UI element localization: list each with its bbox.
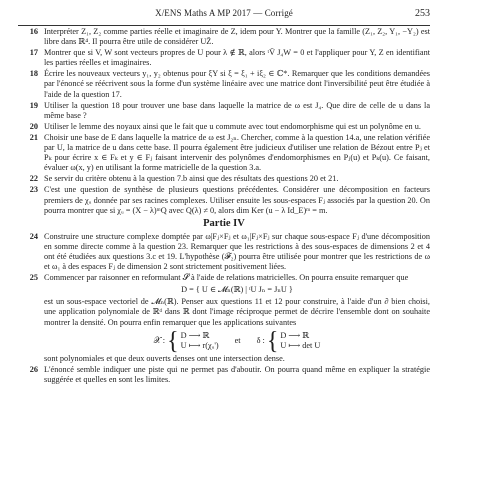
item-number: 25 [29,273,38,283]
item-text: Utiliser le lemme des noyaux ainsi que le fait que u commute avec tout endomorphisme qui est un polynôme en u. [44,121,421,131]
hint-item [18,133,430,173]
running-title: X/ENS Maths A MP 2017 — Corrigé [155,8,293,18]
hint-item [18,174,430,184]
map-delta-name: δ : [256,335,265,345]
map-delta-domain: D ⟶ ℝ [280,330,310,340]
left-brace-icon: { [167,326,179,355]
maps-definition [44,326,430,355]
header-rule [18,25,430,26]
page-number: 253 [415,8,430,19]
item-number: 24 [29,231,38,241]
item-number: 18 [29,69,38,79]
item-number: 17 [29,48,38,58]
hint-item [18,122,430,132]
item-text: Utiliser la question 18 pour trouver une base dans laquelle la matrice de ω est J₄. Que dire de celle de u dans la même base ? [44,100,430,120]
map-chi-rule: U ⟼ r(χᵤ') [180,340,219,350]
map-chi-domain: D ⟶ ℝ [180,330,210,340]
item-text: L'énoncé semble indiquer une piste qui ne permet pas d'aboutir. On pourra quand même en expliquer la stratégie suggérée et quelles en sont les limites. [44,364,430,384]
hint-item [18,27,430,47]
item-text: Se servir du critère obtenu à la question 7.b ainsi que des résultats des questions 20 et 21. [44,174,339,184]
item-number: 19 [29,100,38,110]
item-text: Choisir une base de E dans laquelle la matrice de ω est J₂ₙ. Chercher, comme à la question 14.a, une relation vérifiée par U, la matrice de u dans cette base. Il pourra également être judicieux d'utiliser une relation de Bézout entre Pⱼ et Pₖ pour écrire x ∈ Fₖ et y ∈ Fⱼ faisant intervenir des polynômes d'endomorphismes en Pⱼ(u) et Pₖ(u). Ce faisant, évaluer ω(x, y) en utilisant la forme matricielle de la question 3.a. [44,132,430,173]
hint-item [18,365,430,385]
hint-item [18,185,430,215]
set-definition-formula: D = { U ∈ 𝓜ₙ(ℝ) | ᵗU Jₙ = JₙU } [181,285,293,295]
item-text: Écrire les nouveaux vecteurs y₁, y₂ obtenus pour ξY si ξ = ξ₁ + iξ₂ ∈ ℂ*. Remarquer que les conditions demandées par l'énoncé se réécrivent sous la forme d'un système linéaire avec une matrice dont l'inversibilité peut être étudiée à l'aide de la question 17. [44,69,430,99]
map-delta-rule: U ⟼ det U [280,340,321,350]
item-number: 20 [29,121,38,131]
hint-item [18,48,430,68]
item-continuation-text: est un sous-espace vectoriel de 𝓜ₙ(ℝ). Penser aux questions 11 et 12 pour construire, à l'aide d'un ∂ bien choisi, une application polynomiale de ℝᵈ dans ℝ dont l'image réciproque permet de décrire l'ensemble dont on souhaite montrer la densité. On pourra enfin remarquer que les applications suivantes [44,297,430,327]
hint-item [18,69,430,99]
map-delta [256,326,321,355]
part-heading: Partie IV [203,217,245,229]
left-brace-icon: { [266,326,279,355]
hint-item [18,232,430,272]
hint-item [18,101,430,121]
item-number: 26 [29,364,38,374]
item-number: 21 [29,132,38,142]
item-number: 22 [29,174,38,184]
item-text: Interpréter Z₁, Z₂ comme parties réelle et imaginaire de Z, idem pour Y. Montrer que la famille (Z₁, Z₂, Y₁, −Y₂) est libre dans ℝ⁴. Il pourra être utile de considérer UZ̄. [44,27,430,47]
page-header [18,8,430,24]
item-text: Montrer que si V, W sont vecteurs propres de U pour λ ∉ ℝ, alors ᵗV̄ J₄W = 0 et l'appliquer pour Y, Z en identifiant les parties réelles et imaginaires. [44,48,430,68]
map-chi-name: 𝒳 : [153,335,166,345]
page-body [18,27,430,386]
item-text: C'est une question de synthèse de plusieurs questions précédentes. Considérer une décomposition en facteurs premiers de χᵤ donnée par ses racines complexes. Utiliser ensuite les sous-espaces Fⱼ associés par la question 20. On pourra montrer que si χᵤ = (X − λ)ᵐQ avec Q(λ) ≠ 0, alors dim Ker (u − λ Id_E)ᵐ = m. [44,185,430,215]
item-text: Construire une structure complexe domptée par ω|Fⱼ×Fⱼ et ω₁|Fⱼ×Fⱼ sur chaque sous-espace Fⱼ d'une décomposition en somme directe comme à la question 23. Remarquer que les restrictions à des sous-espaces de dimensions 2 et 4 ont été étudiées aux questions 3.c et 19. L'hypothèse (𝓕₂) pourra être utilisée pour montrer que les restrictions de ω et ω₁ à des espaces Fⱼ de dimension 2 sont strictement positivement liées. [44,231,430,272]
map-chi [153,326,219,355]
item-closing-text: sont polynomiales et que deux ouverts denses ont une intersection dense. [44,353,285,363]
conjunction: et [234,335,241,345]
item-intro-text: Commencer par raisonner en reformulant 𝓢 à l'aide de relations matricielles. On pourra ensuite remarquer que [44,273,409,283]
item-number: 16 [29,27,38,36]
hint-item [18,273,430,364]
item-number: 23 [29,185,38,195]
